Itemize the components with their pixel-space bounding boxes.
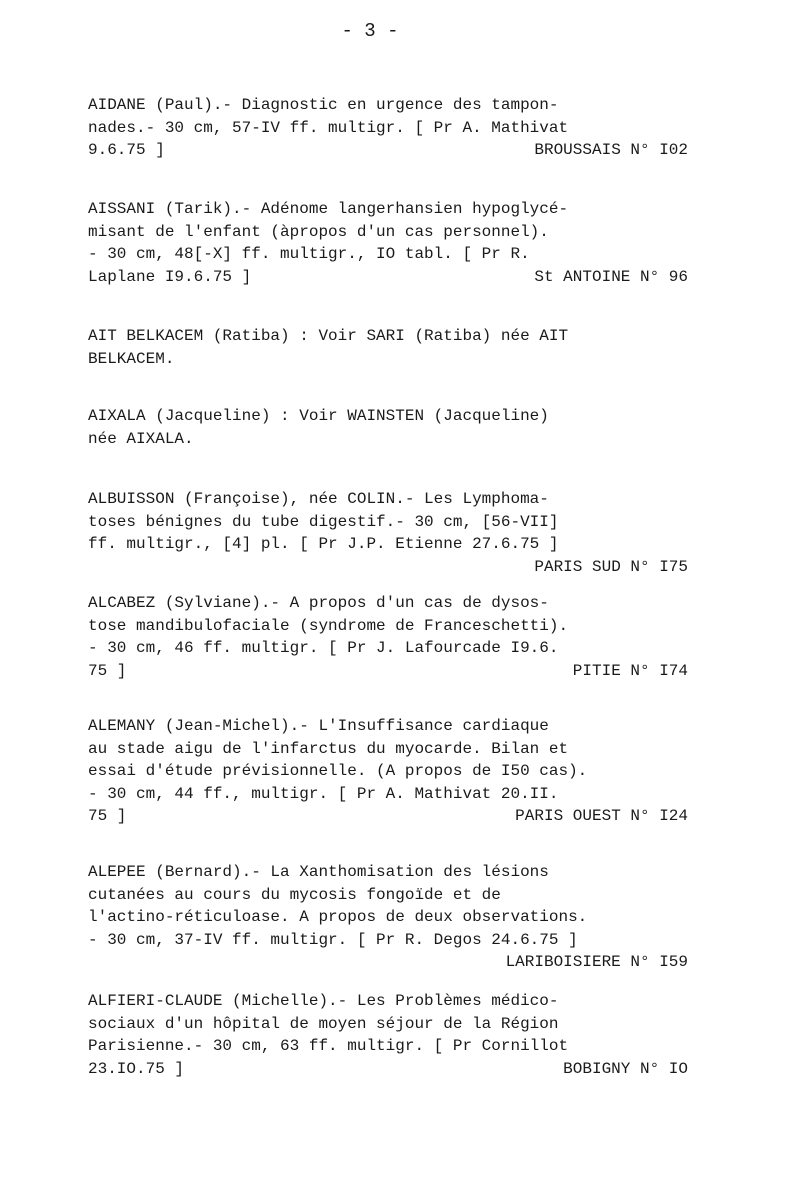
entry-line: ALEPEE (Bernard).- La Xanthomisation des lésions xyxy=(88,863,549,881)
entry-date: Laplane I9.6.75 ] xyxy=(88,267,252,286)
entry-line: - 30 cm, 44 ff., multigr. [ Pr A. Mathivat 20.II. xyxy=(88,784,559,803)
entry-line: ff. multigr., [4] pl. [ Pr J.P. Etienne 27.6.75 ] xyxy=(88,535,559,553)
entry-last-line xyxy=(88,139,688,162)
entry-faculty: PITIE N° I74 xyxy=(572,661,688,680)
bibliography-entry xyxy=(88,405,688,450)
entry-line: nades.- 30 cm, 57-IV ff. multigr. [ Pr A. Mathivat xyxy=(88,118,569,137)
bibliography-entry xyxy=(88,592,688,682)
entry-line: toses bénignes du tube digestif.- 30 cm, [56-VII] xyxy=(88,512,559,531)
entry-faculty: BOBIGNY N° IO xyxy=(563,1059,688,1078)
entry-faculty: BROUSSAIS N° I02 xyxy=(534,141,688,159)
entry-line: tose mandibulofaciale (syndrome de Franceschetti). xyxy=(88,616,569,635)
page-number: - 3 - xyxy=(341,20,399,42)
bibliography-entry xyxy=(88,715,688,828)
entry-line: au stade aigu de l'infarctus du myocarde. Bilan et xyxy=(88,739,569,758)
entry-line: née AIXALA. xyxy=(88,429,194,448)
entry-date: 9.6.75 ] xyxy=(88,141,165,159)
bibliography-entry xyxy=(88,198,688,288)
entry-last-line xyxy=(88,266,688,289)
entry-line: AIDANE (Paul).- Diagnostic en urgence des tampon- xyxy=(88,96,559,114)
entry-line: - 30 cm, 48[-X] ff. multigr., IO tabl. [ Pr R. xyxy=(88,245,530,263)
bibliography-entry xyxy=(88,861,688,974)
bibliography-entry xyxy=(88,488,688,578)
bibliography-entry xyxy=(88,325,688,370)
entry-last-line xyxy=(88,1058,688,1081)
entry-line: AIT BELKACEM (Ratiba) : Voir SARI (Ratiba) née AIT xyxy=(88,327,569,345)
entry-line: ALEMANY (Jean-Michel).- L'Insuffisance cardiaque xyxy=(88,717,549,735)
entry-line: cutanées au cours du mycosis fongoïde et de xyxy=(88,885,501,904)
entry-date: 23.IO.75 ] xyxy=(88,1059,185,1078)
entry-line: ALFIERI-CLAUDE (Michelle).- Les Problèmes médico- xyxy=(88,992,559,1010)
entry-line: Parisienne.- 30 cm, 63 ff. multigr. [ Pr Cornillot xyxy=(88,1037,569,1055)
entry-faculty: PARIS SUD N° I75 xyxy=(534,557,688,576)
entry-date: 75 ] xyxy=(88,807,127,825)
entry-line: misant de l'enfant (àpropos d'un cas personnel). xyxy=(88,222,549,241)
entry-line: sociaux d'un hôpital de moyen séjour de la Région xyxy=(88,1014,559,1033)
entry-line: - 30 cm, 37-IV ff. multigr. [ Pr R. Degos 24.6.75 ] xyxy=(88,930,578,949)
entry-last-line xyxy=(88,660,688,683)
bibliography-entry xyxy=(88,94,688,162)
entry-faculty: St ANTOINE N° 96 xyxy=(534,267,688,286)
entry-faculty: LARIBOISIERE N° I59 xyxy=(505,953,688,971)
entry-line: essai d'étude prévisionnelle. (A propos de I50 cas). xyxy=(88,762,588,780)
entry-line: - 30 cm, 46 ff. multigr. [ Pr J. Lafourcade I9.6. xyxy=(88,639,559,657)
entry-line: l'actino-réticuloase. A propos de deux observations. xyxy=(88,908,588,926)
entry-faculty: PARIS OUEST N° I24 xyxy=(515,807,688,825)
entry-line: AISSANI (Tarik).- Adénome langerhansien hypoglycé- xyxy=(88,200,569,218)
bibliography-entry xyxy=(88,990,688,1080)
entry-line: ALCABEZ (Sylviane).- A propos d'un cas de dysos- xyxy=(88,594,549,612)
entry-line: BELKACEM. xyxy=(88,349,175,368)
entry-line: ALBUISSON (Françoise), née COLIN.- Les Lymphoma- xyxy=(88,490,549,508)
entry-line: AIXALA (Jacqueline) : Voir WAINSTEN (Jacqueline) xyxy=(88,407,549,425)
entry-last-line xyxy=(88,805,688,828)
entry-date: 75 ] xyxy=(88,661,127,680)
